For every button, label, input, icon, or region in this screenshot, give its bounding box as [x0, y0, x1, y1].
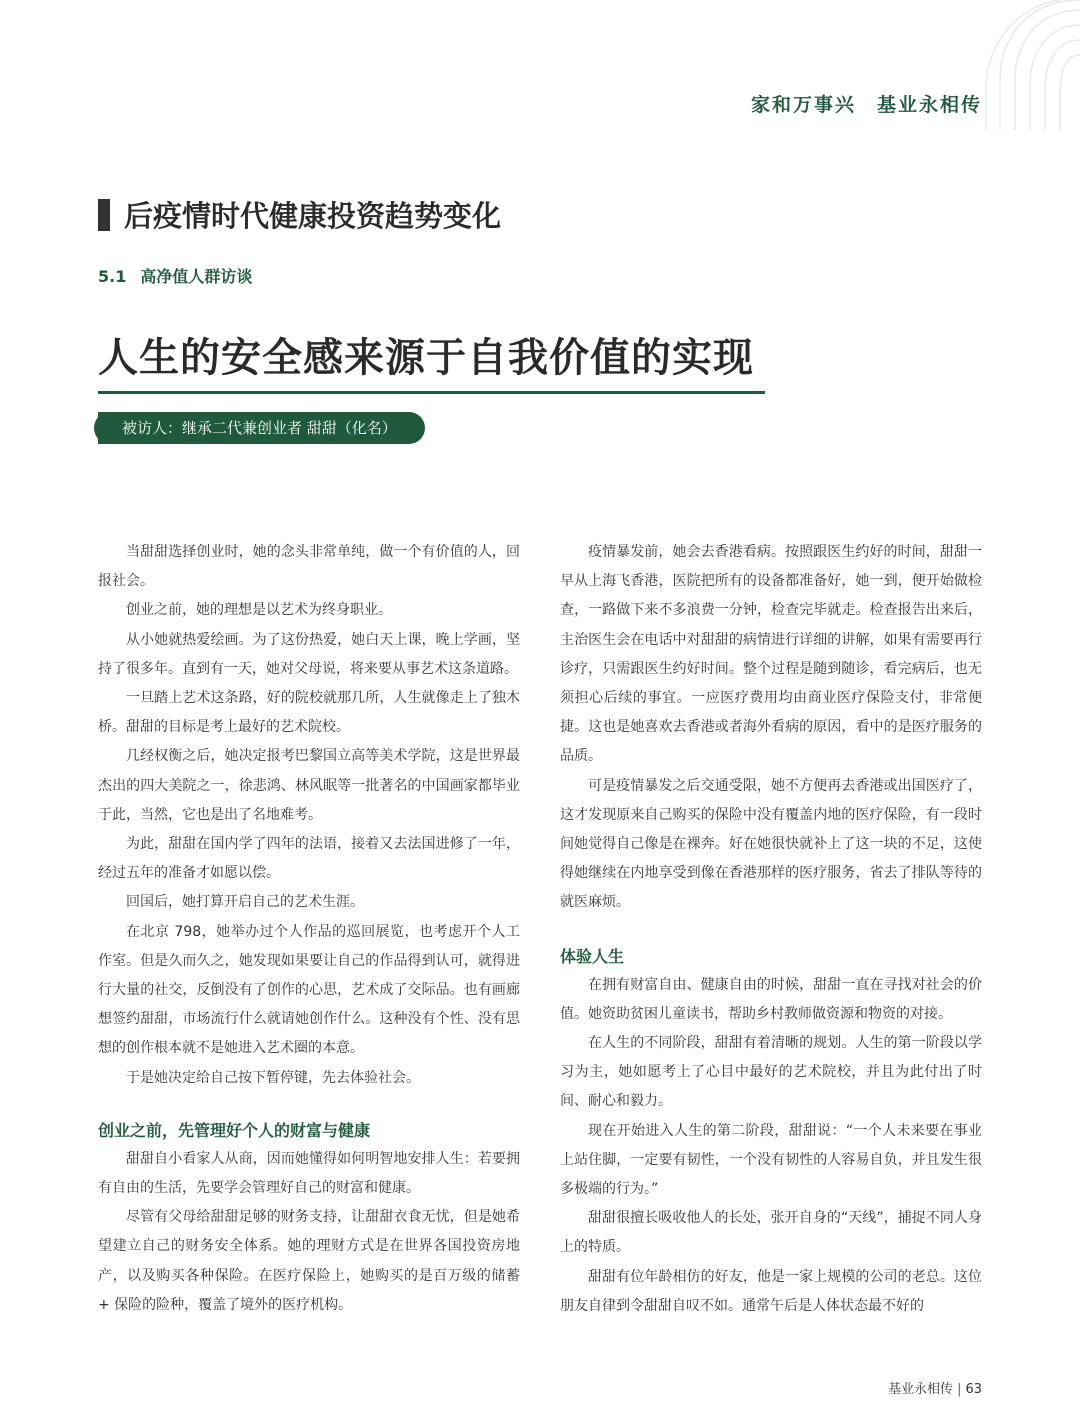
paragraph: 创业之前，她的理想是以艺术为终身职业。 [126, 602, 392, 619]
subheading-experience-life: 体验人生 [560, 946, 625, 966]
paragraph: 可是疫情暴发之后交通受限，她不方便再去香港或出国医疗了，这才发现原来自己购买的保险中没有覆盖内地的医疗保险，有一段时间她觉得自己像是在裸奔。好在她很快就补上了这一块的不足，这使得她继续在内地享受到像在香港那样的医疗服务，省去了排队等待的就医麻烦。 [560, 777, 982, 911]
page-footer [888, 1378, 982, 1397]
page-number: 63 [965, 1382, 982, 1397]
paragraph: 在人生的不同阶段，甜甜有着清晰的规划。人生的第一阶段以学习为主，她如愿考上了心目中最好的艺术院校，并且为此付出了时间、耐心和毅力。 [560, 1035, 982, 1110]
paragraph: 在拥有财富自由、健康自由的时候，甜甜一直在寻找对社会的价值。她资助贫困儿童读书，帮助乡村教师做资源和物资的对接。 [560, 976, 982, 1022]
left-column [98, 538, 520, 1320]
paragraph: 一旦踏上艺术这条路，好的院校就那几所，人生就像走上了独木桥。甜甜的目标是考上最好的艺术院校。 [98, 690, 520, 736]
paragraph: 几经权衡之后，她决定报考巴黎国立高等美术学院，这是世界最杰出的四大美院之一，徐悲鸿、林风眠等一批著名的中国画家都毕业于此，当然，它也是出了名地难考。 [98, 748, 520, 823]
subsection-number: 5.1 [98, 267, 127, 286]
article-title: 人生的安全感来源于自我价值的实现 [98, 335, 754, 381]
footer-book-title: 基业永相传 [888, 1382, 954, 1397]
right-column [560, 538, 982, 1321]
paragraph: 当甜甜选择创业时，她的念头非常单纯，做一个有价值的人，回报社会。 [98, 544, 520, 590]
header-motto: 家和万事兴 基业永相传 [750, 94, 982, 116]
title-underline [98, 391, 765, 394]
paragraph: 为此，甜甜在国内学了四年的法语，接着又去法国进修了一年，经过五年的准备才如愿以偿。 [98, 836, 520, 882]
section-marker [98, 199, 110, 231]
subsection-heading [98, 264, 266, 287]
paragraph: 甜甜自小看家人从商，因而她懂得如何明智地安排人生：若要拥有自由的生活，先要学会管理好自己的财富和健康。 [98, 1150, 520, 1197]
paragraph: 尽管有父母给甜甜足够的财务支持，让甜甜衣食无忧，但是她希望建立自己的财务安全体系。她的理财方式是在世界各国投资房地产，以及购买各种保险。在医疗保险上，她购买的是百万级的储蓄 + 保险的险种，覆盖了境外的医疗机构。 [98, 1209, 520, 1313]
paragraph: 甜甜很擅长吸收他人的长处，张开自身的“天线”，捕捉不同人身上的特质。 [560, 1210, 982, 1256]
paragraph: 回国后，她打算开启自己的艺术生涯。 [126, 894, 364, 911]
subheading-finance-health: 创业之前，先管理好个人的财富与健康 [98, 1120, 371, 1140]
section-heading [98, 194, 501, 235]
paragraph: 在北京 798，她举办过个人作品的巡回展览，也考虑开个人工作室。但是久而久之，她发现如果要让自己的作品得到认可，就得进行大量的社交，反倒没有了创作的心思，艺术成了交际品。也有画廊想签约甜甜，市场流行什么就请她创作什么。这种没有个性、没有思想的创作根本就不是她进入艺术圈的本意。 [98, 923, 520, 1057]
paragraph: 从小她就热爱绘画。为了这份热爱，她白天上课，晚上学画，坚持了很多年。直到有一天，她对父母说，将来要从事艺术这条道路。 [98, 631, 520, 677]
paragraph: 甜甜有位年龄相仿的好友，他是一家上规模的公司的老总。这位朋友自律到令甜甜自叹不如。通常午后是人体状态最不好的 [560, 1268, 982, 1314]
subsection-title: 高净值人群访谈 [140, 267, 253, 286]
interviewee-badge: 被访人：继承二代兼创业者 甜甜（化名） [98, 412, 425, 444]
paragraph: 现在开始进入人生的第二阶段，甜甜说：“一个人未来要在事业上站住脚，一定要有韧性，一个没有韧性的人容易自负，并且发生很多极端的行为。” [560, 1122, 982, 1198]
footer-separator: | [957, 1382, 962, 1397]
paragraph: 于是她决定给自己按下暂停键，先去体验社会。 [126, 1069, 420, 1086]
paragraph: 疫情暴发前，她会去香港看病。按照跟医生约好的时间，甜甜一早从上海飞香港，医院把所有的设备都准备好，她一到，便开始做检查，一路做下来不多浪费一分钟，检查完毕就走。检查报告出来后，主治医生会在电话中对甜甜的病情进行详细的讲解，如果有需要再行诊疗，只需跟医生约好时间。整个过程是随到随诊，看完病后，也无须担心后续的事宜。一应医疗费用均由商业医疗保险支付，非常便捷。这也是她喜欢去香港或者海外看病的原因，看中的是医疗服务的品质。 [560, 544, 982, 765]
section-title: 后疫情时代健康投资趋势变化 [124, 199, 502, 233]
